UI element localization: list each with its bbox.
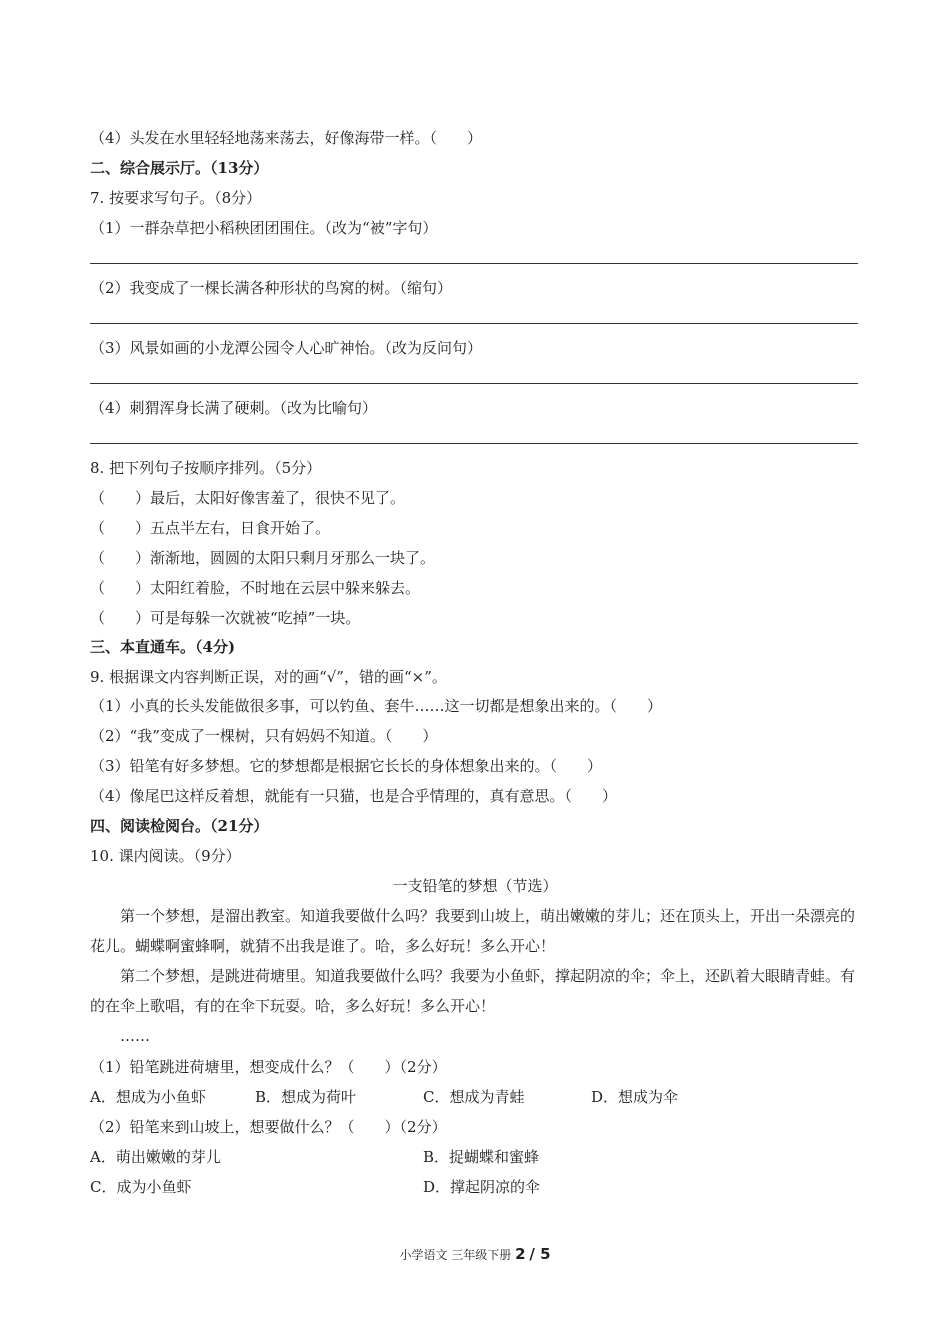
section-3-heading: 三、本直通车。（4分) (90, 638, 236, 656)
q7-item-4: （4）刺猬浑身长满了硬刺。（改为比喻句） (90, 399, 378, 417)
q8-item-2: （ ）五点半左右，日食开始了。 (90, 519, 331, 537)
sub2-option-d[interactable]: D．撑起阴凉的伞 (423, 1178, 541, 1196)
sub1-option-d[interactable]: D．想成为伞 (591, 1088, 679, 1106)
q8-item-1: （ ）最后，太阳好像害羞了，很快不见了。 (90, 489, 406, 507)
q8-item-3: （ ）渐渐地，圆圆的太阳只剩月牙那么一块了。 (90, 549, 436, 567)
footer-page-total: / 5 (529, 1245, 551, 1263)
sub2-option-a[interactable]: A．萌出嫩嫩的芽儿 (90, 1148, 221, 1166)
answer-line-2[interactable] (90, 323, 858, 324)
answer-line-4[interactable] (90, 443, 858, 444)
answer-line-1[interactable] (90, 263, 858, 264)
q8-title: 8. 把下列句子按顺序排列。（5分） (90, 459, 322, 477)
q8-item-4: （ ）太阳红着脸，不时地在云层中躲来躲去。 (90, 579, 421, 597)
sub1-option-a[interactable]: A．想成为小鱼虾 (90, 1088, 206, 1106)
q9-title: 9. 根据课文内容判断正误，对的画“√”，错的画“×”。 (90, 668, 447, 686)
sub1-option-c[interactable]: C．想成为青蛙 (423, 1088, 525, 1106)
q7-item-2: （2）我变成了一棵长满各种形状的鸟窝的树。（缩句） (90, 279, 453, 297)
sub2-option-c[interactable]: C．成为小鱼虾 (90, 1178, 192, 1196)
q9-item-3: （3）铅笔有好多梦想。它的梦想都是根据它长长的身体想象出来的。（ ） (90, 757, 603, 775)
sub-question-1: （1）铅笔跳进荷塘里，想变成什么？（ ）（2分） (90, 1058, 447, 1076)
q7-item-3: （3）风景如画的小龙潭公园令人心旷神怡。（改为反问句） (90, 339, 483, 357)
q7-title: 7. 按要求写句子。（8分） (90, 189, 262, 207)
footer-page-number: 2 (515, 1245, 526, 1263)
section-2-heading: 二、综合展示厅。（13分） (90, 159, 269, 177)
footer-subject: 小学语文 三年级下册 (399, 1248, 512, 1262)
q8-item-5: （ ）可是每躲一次就被“吃掉”一块。 (90, 609, 361, 627)
q10-title: 10. 课内阅读。（9分） (90, 847, 241, 865)
sub2-option-b[interactable]: B．捉蝴蝶和蜜蜂 (423, 1148, 540, 1166)
passage-ellipsis: …… (120, 1027, 150, 1045)
q7-item-1: （1）一群杂草把小稻秧团团围住。（改为“被”字句） (90, 219, 438, 237)
page-footer (0, 1245, 950, 1264)
prev-question-item: （4）头发在水里轻轻地荡来荡去，好像海带一样。（ ） (90, 129, 483, 147)
q9-item-4: （4）像尾巴这样反着想，就能有一只猫，也是合乎情理的，真有意思。（ ） (90, 787, 618, 805)
passage-title: 一支铅笔的梦想（节选） (392, 877, 558, 895)
answer-line-3[interactable] (90, 383, 858, 384)
section-4-heading: 四、阅读检阅台。（21分） (90, 817, 269, 835)
passage-paragraph-2: 第二个梦想，是跳进荷塘里。知道我要做什么吗？我要为小鱼虾，撑起阴凉的伞；伞上，还趴着大眼睛青蛙。有的在伞上歌唱，有的在伞下玩耍。哈，多么好玩！多么开心！ (90, 967, 856, 1015)
sub-question-2: （2）铅笔来到山坡上，想要做什么？（ ）（2分） (90, 1118, 447, 1136)
q9-item-1: （1）小真的长头发能做很多事，可以钓鱼、套牛……这一切都是想象出来的。（ ） (90, 697, 663, 715)
q9-item-2: （2）“我”变成了一棵树，只有妈妈不知道。（ ） (90, 727, 438, 745)
sub1-option-b[interactable]: B．想成为荷叶 (255, 1088, 357, 1106)
passage-paragraph-1: 第一个梦想，是溜出教室。知道我要做什么吗？我要到山坡上，萌出嫩嫩的芽儿；还在顶头上，开出一朵漂亮的花儿。蝴蝶啊蜜蜂啊，就猜不出我是谁了。哈，多么好玩！多么开心！ (90, 907, 856, 955)
